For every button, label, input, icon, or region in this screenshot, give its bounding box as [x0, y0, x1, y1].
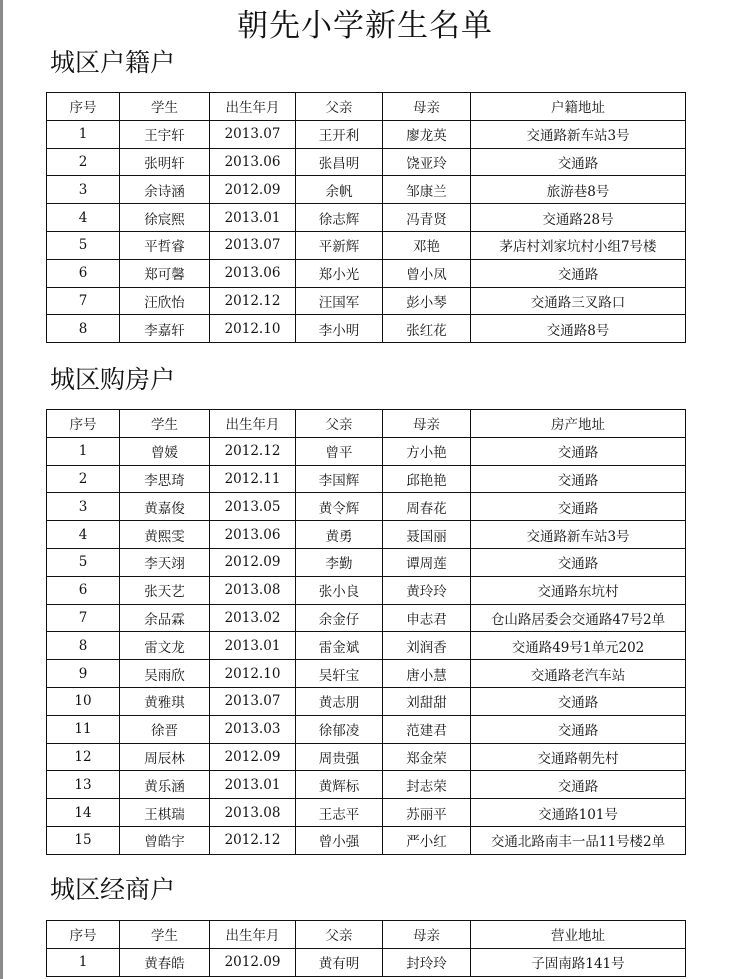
header-student: 学生 [120, 921, 210, 949]
cell-father: 徐郁凌 [296, 715, 383, 743]
cell-address: 交通路 [471, 548, 686, 576]
table-row [47, 948, 686, 976]
table-row [47, 576, 686, 604]
cell-father: 黄勇 [296, 521, 383, 549]
cell-seq: 1 [47, 437, 120, 465]
cell-seq: 3 [47, 493, 120, 521]
header-birth: 出生年月 [210, 921, 296, 949]
section-heading-household-registration: 城区户籍户 [50, 48, 176, 77]
table-row [47, 826, 686, 854]
cell-student: 王宇轩 [120, 120, 210, 148]
cell-student: 平哲睿 [120, 231, 210, 259]
table-row [47, 120, 686, 148]
cell-birth: 2013.06 [210, 148, 296, 176]
cell-seq: 4 [47, 521, 120, 549]
cell-address: 交通路 [471, 493, 686, 521]
cell-father: 周贵强 [296, 743, 383, 771]
table-row [47, 715, 686, 743]
cell-address: 仓山路居委会交通路47号2单 [471, 604, 686, 632]
cell-seq: 8 [47, 315, 120, 343]
cell-father: 郑小光 [296, 259, 383, 287]
cell-father: 王志平 [296, 799, 383, 827]
header-father: 父亲 [296, 410, 383, 438]
header-address: 营业地址 [471, 921, 686, 949]
cell-seq: 6 [47, 576, 120, 604]
cell-student: 郑可馨 [120, 259, 210, 287]
table-row [47, 493, 686, 521]
cell-address: 交通路28号 [471, 204, 686, 232]
header-student: 学生 [120, 93, 210, 121]
cell-mother: 张红花 [383, 315, 471, 343]
table-row [47, 287, 686, 315]
cell-birth: 2012.12 [210, 826, 296, 854]
cell-address: 旅游巷8号 [471, 176, 686, 204]
cell-seq: 4 [47, 204, 120, 232]
cell-address: 茅店村刘家坑村小组7号楼 [471, 231, 686, 259]
cell-mother: 廖龙英 [383, 120, 471, 148]
cell-seq: 9 [47, 660, 120, 688]
table-header-row [47, 410, 686, 438]
table-row [47, 521, 686, 549]
cell-seq: 8 [47, 632, 120, 660]
cell-father: 李国辉 [296, 465, 383, 493]
table-row [47, 315, 686, 343]
cell-mother: 刘甜甜 [383, 687, 471, 715]
cell-student: 张天艺 [120, 576, 210, 604]
cell-seq: 1 [47, 120, 120, 148]
cell-student: 黄春皓 [120, 948, 210, 976]
cell-father: 黄志朋 [296, 687, 383, 715]
cell-birth: 2013.06 [210, 521, 296, 549]
cell-mother: 申志君 [383, 604, 471, 632]
cell-student: 雷文龙 [120, 632, 210, 660]
cell-student: 曾媛 [120, 437, 210, 465]
cell-seq: 5 [47, 231, 120, 259]
cell-father: 黄令辉 [296, 493, 383, 521]
cell-father: 徐志辉 [296, 204, 383, 232]
cell-seq: 11 [47, 715, 120, 743]
cell-seq: 15 [47, 826, 120, 854]
cell-mother: 冯青贤 [383, 204, 471, 232]
roster-table-business [46, 920, 686, 977]
header-birth: 出生年月 [210, 410, 296, 438]
cell-father: 余帆 [296, 176, 383, 204]
cell-seq: 7 [47, 287, 120, 315]
cell-birth: 2013.05 [210, 493, 296, 521]
cell-father: 黄辉标 [296, 771, 383, 799]
table-row [47, 799, 686, 827]
cell-father: 汪国军 [296, 287, 383, 315]
cell-address: 交通路8号 [471, 315, 686, 343]
cell-birth: 2013.07 [210, 120, 296, 148]
cell-address: 交通北路南丰一品11号楼2单 [471, 826, 686, 854]
cell-student: 黄雅琪 [120, 687, 210, 715]
cell-student: 曾皓宇 [120, 826, 210, 854]
cell-student: 李嘉轩 [120, 315, 210, 343]
cell-birth: 2012.12 [210, 437, 296, 465]
cell-address: 交通路 [471, 465, 686, 493]
table-row [47, 465, 686, 493]
cell-birth: 2013.03 [210, 715, 296, 743]
header-student: 学生 [120, 410, 210, 438]
cell-address: 交通路老汽车站 [471, 660, 686, 688]
cell-student: 徐晋 [120, 715, 210, 743]
cell-student: 黄熙雯 [120, 521, 210, 549]
cell-mother: 方小艳 [383, 437, 471, 465]
cell-address: 交通路朝先村 [471, 743, 686, 771]
section-heading-business: 城区经商户 [50, 875, 176, 904]
cell-father: 王开利 [296, 120, 383, 148]
cell-birth: 2013.07 [210, 687, 296, 715]
cell-birth: 2013.02 [210, 604, 296, 632]
table-row [47, 548, 686, 576]
cell-student: 黄乐涵 [120, 771, 210, 799]
cell-address: 交通路 [471, 771, 686, 799]
cell-student: 吴雨欣 [120, 660, 210, 688]
header-address: 房产地址 [471, 410, 686, 438]
cell-seq: 7 [47, 604, 120, 632]
header-seq: 序号 [47, 410, 120, 438]
table-row [47, 148, 686, 176]
cell-mother: 刘润香 [383, 632, 471, 660]
cell-address: 交通路新车站3号 [471, 521, 686, 549]
cell-mother: 封玲玲 [383, 948, 471, 976]
section-heading-home-purchase: 城区购房户 [50, 365, 176, 394]
table-row [47, 437, 686, 465]
cell-mother: 彭小琴 [383, 287, 471, 315]
cell-father: 李勤 [296, 548, 383, 576]
cell-student: 李天翊 [120, 548, 210, 576]
cell-mother: 饶亚玲 [383, 148, 471, 176]
cell-student: 周辰林 [120, 743, 210, 771]
cell-birth: 2012.10 [210, 315, 296, 343]
cell-student: 王棋瑞 [120, 799, 210, 827]
cell-seq: 2 [47, 465, 120, 493]
table-row [47, 660, 686, 688]
table-row [47, 771, 686, 799]
cell-father: 张昌明 [296, 148, 383, 176]
document-title: 朝先小学新生名单 [237, 8, 493, 44]
cell-seq: 1 [47, 948, 120, 976]
cell-student: 汪欣怡 [120, 287, 210, 315]
cell-birth: 2012.09 [210, 548, 296, 576]
header-father: 父亲 [296, 93, 383, 121]
cell-address: 交通路 [471, 715, 686, 743]
cell-mother: 郑金荣 [383, 743, 471, 771]
cell-address: 交通路49号1单元202 [471, 632, 686, 660]
cell-mother: 邹康兰 [383, 176, 471, 204]
table-row [47, 259, 686, 287]
cell-address: 子固南路141号 [471, 948, 686, 976]
cell-seq: 6 [47, 259, 120, 287]
cell-mother: 苏丽平 [383, 799, 471, 827]
cell-student: 张明轩 [120, 148, 210, 176]
cell-mother: 曾小凤 [383, 259, 471, 287]
cell-father: 黄有明 [296, 948, 383, 976]
cell-father: 张小良 [296, 576, 383, 604]
cell-student: 黄嘉俊 [120, 493, 210, 521]
cell-birth: 2013.01 [210, 632, 296, 660]
cell-address: 交通路三叉路口 [471, 287, 686, 315]
cell-address: 交通路新车站3号 [471, 120, 686, 148]
cell-seq: 5 [47, 548, 120, 576]
cell-mother: 谭周莲 [383, 548, 471, 576]
table-row [47, 204, 686, 232]
cell-student: 余诗涵 [120, 176, 210, 204]
cell-mother: 范建君 [383, 715, 471, 743]
cell-father: 曾小强 [296, 826, 383, 854]
cell-birth: 2013.08 [210, 576, 296, 604]
cell-student: 李思琦 [120, 465, 210, 493]
cell-seq: 2 [47, 148, 120, 176]
cell-seq: 10 [47, 687, 120, 715]
cell-address: 交通路 [471, 259, 686, 287]
cell-student: 徐宸熙 [120, 204, 210, 232]
cell-father: 余金仔 [296, 604, 383, 632]
header-address: 户籍地址 [471, 93, 686, 121]
cell-mother: 封志荣 [383, 771, 471, 799]
cell-birth: 2013.08 [210, 799, 296, 827]
cell-birth: 2013.06 [210, 259, 296, 287]
cell-seq: 3 [47, 176, 120, 204]
table-row [47, 687, 686, 715]
table-row [47, 632, 686, 660]
cell-mother: 邓艳 [383, 231, 471, 259]
header-mother: 母亲 [383, 921, 471, 949]
cell-father: 李小明 [296, 315, 383, 343]
cell-address: 交通路 [471, 148, 686, 176]
header-seq: 序号 [47, 921, 120, 949]
cell-birth: 2012.12 [210, 287, 296, 315]
cell-address: 交通路 [471, 437, 686, 465]
header-seq: 序号 [47, 93, 120, 121]
roster-table-home-purchase [46, 409, 686, 855]
table-row [47, 604, 686, 632]
cell-mother: 聂国丽 [383, 521, 471, 549]
table-row [47, 176, 686, 204]
table-row [47, 231, 686, 259]
cell-mother: 唐小慧 [383, 660, 471, 688]
cell-address: 交通路101号 [471, 799, 686, 827]
cell-seq: 14 [47, 799, 120, 827]
table-header-row [47, 921, 686, 949]
cell-mother: 严小红 [383, 826, 471, 854]
cell-seq: 13 [47, 771, 120, 799]
cell-birth: 2012.11 [210, 465, 296, 493]
cell-seq: 12 [47, 743, 120, 771]
table-row [47, 743, 686, 771]
cell-address: 交通路东坑村 [471, 576, 686, 604]
cell-birth: 2012.10 [210, 660, 296, 688]
header-mother: 母亲 [383, 93, 471, 121]
header-mother: 母亲 [383, 410, 471, 438]
cell-birth: 2012.09 [210, 176, 296, 204]
cell-father: 曾平 [296, 437, 383, 465]
cell-father: 雷金斌 [296, 632, 383, 660]
cell-mother: 周春花 [383, 493, 471, 521]
cell-mother: 黄玲玲 [383, 576, 471, 604]
cell-birth: 2013.07 [210, 231, 296, 259]
cell-birth: 2013.01 [210, 771, 296, 799]
cell-address: 交通路 [471, 687, 686, 715]
cell-father: 平新辉 [296, 231, 383, 259]
header-birth: 出生年月 [210, 93, 296, 121]
page-left-edge [0, 0, 3, 979]
table-header-row [47, 93, 686, 121]
cell-mother: 邱艳艳 [383, 465, 471, 493]
cell-birth: 2012.09 [210, 743, 296, 771]
cell-student: 余品霖 [120, 604, 210, 632]
cell-father: 吴轩宝 [296, 660, 383, 688]
cell-birth: 2012.09 [210, 948, 296, 976]
cell-birth: 2013.01 [210, 204, 296, 232]
header-father: 父亲 [296, 921, 383, 949]
roster-table-household-registration [46, 92, 686, 343]
